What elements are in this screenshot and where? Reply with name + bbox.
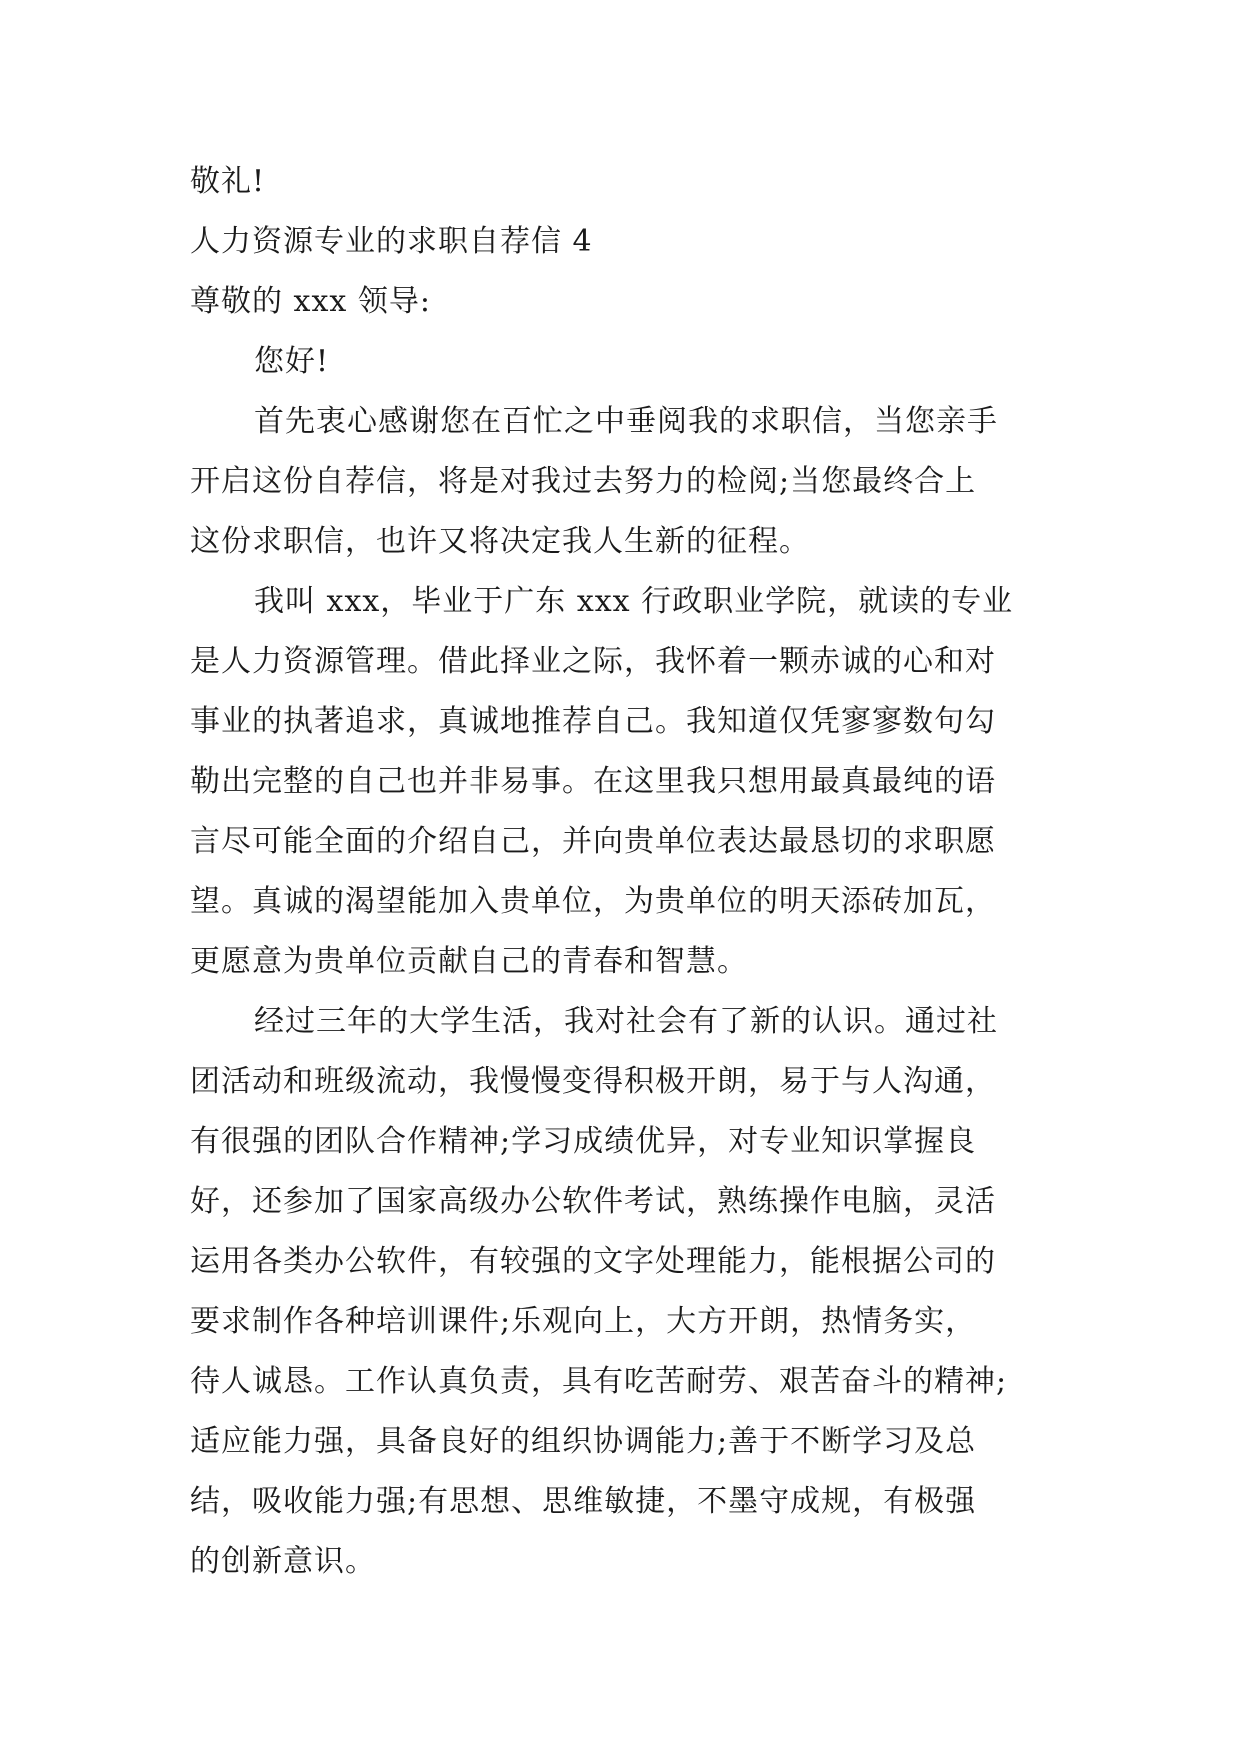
paragraph-line: 是人力资源管理。借此择业之际，我怀着一颗赤诚的心和对 xyxy=(190,644,996,679)
paragraph-line: 首先衷心感谢您在百忙之中垂阅我的求职信，当您亲手 xyxy=(254,404,998,439)
paragraph-line: 要求制作各种培训课件;乐观向上，大方开朗，热情务实， xyxy=(190,1304,977,1339)
paragraph-line: 有很强的团队合作精神;学习成绩优异，对专业知识掌握良 xyxy=(190,1124,977,1159)
paragraph-line: 经过三年的大学生活，我对社会有了新的认识。通过社 xyxy=(254,1004,998,1039)
section-title: 人力资源专业的求职自荐信 4 xyxy=(190,224,593,259)
paragraph-line: 更愿意为贵单位贡献自己的青春和智慧。 xyxy=(190,944,748,979)
paragraph-line: 这份求职信，也许又将决定我人生新的征程。 xyxy=(190,524,810,559)
paragraph-line: 待人诚恳。工作认真负责，具有吃苦耐劳、艰苦奋斗的精神; xyxy=(190,1364,1008,1399)
paragraph-line: 的创新意识。 xyxy=(190,1544,376,1579)
addressee: 尊敬的 xxx 领导: xyxy=(190,284,431,319)
paragraph-line: 结，吸收能力强;有思想、思维敏捷，不墨守成规，有极强 xyxy=(190,1484,977,1519)
paragraph-line: 运用各类办公软件，有较强的文字处理能力，能根据公司的 xyxy=(190,1244,996,1279)
paragraph-line: 望。真诚的渴望能加入贵单位，为贵单位的明天添砖加瓦， xyxy=(190,884,996,919)
greeting: 您好! xyxy=(254,344,330,379)
paragraph-line: 好，还参加了国家高级办公软件考试，熟练操作电脑，灵活 xyxy=(190,1184,996,1219)
paragraph-line: 事业的执著追求，真诚地推荐自己。我知道仅凭寥寥数句勾 xyxy=(190,704,996,739)
paragraph-line: 团活动和班级流动，我慢慢变得积极开朗，易于与人沟通， xyxy=(190,1064,996,1099)
paragraph-line: 言尽可能全面的介绍自己，并向贵单位表达最恳切的求职愿 xyxy=(190,824,996,859)
closing-salutation: 敬礼! xyxy=(190,164,266,199)
paragraph-line: 我叫 xxx，毕业于广东 xxx 行政职业学院，就读的专业 xyxy=(254,584,1014,619)
paragraph-line: 勒出完整的自己也并非易事。在这里我只想用最真最纯的语 xyxy=(190,764,996,799)
paragraph-line: 适应能力强，具备良好的组织协调能力;善于不断学习及总 xyxy=(190,1424,977,1459)
paragraph-line: 开启这份自荐信，将是对我过去努力的检阅;当您最终合上 xyxy=(190,464,977,499)
